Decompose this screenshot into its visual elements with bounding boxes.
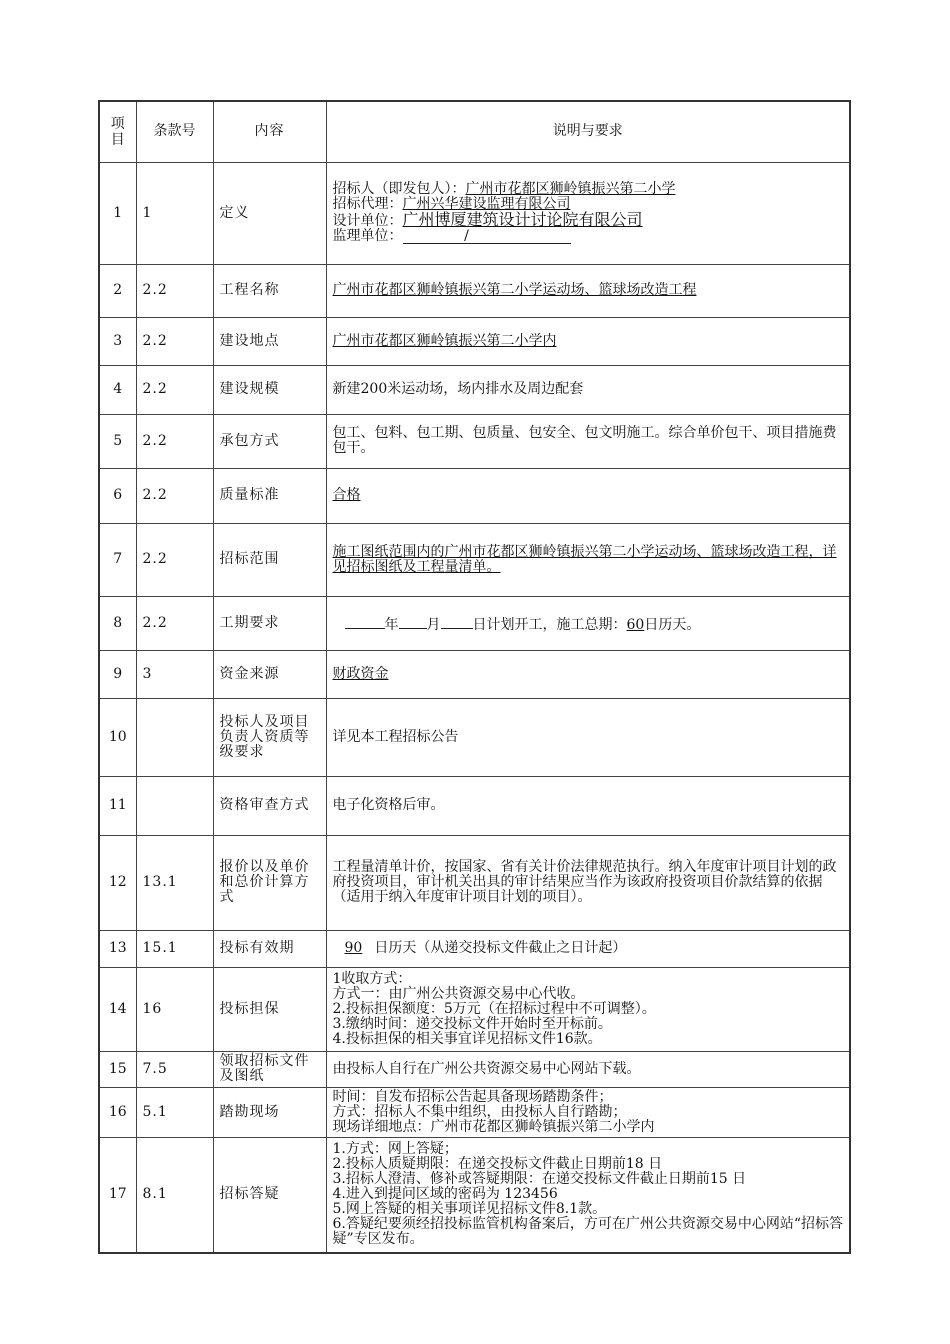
site-visit-line: 方式：招标人不集中组织，由投标人自行踏勘； <box>332 1103 627 1120</box>
row-no: 13 <box>99 930 136 967</box>
table-row <box>99 596 850 650</box>
row-no: 14 <box>99 967 136 1051</box>
row-clause: 2.2 <box>136 414 213 468</box>
supervisor-value <box>403 229 571 244</box>
row-item: 投标担保 <box>213 967 326 1051</box>
row-desc <box>326 650 850 698</box>
qa-line: 5.网上答疑的相关事项详见招标文件8.1款。 <box>332 1201 607 1218</box>
row-clause <box>136 776 213 835</box>
table-row <box>99 698 850 776</box>
table-row <box>99 162 850 264</box>
row-clause: 2.2 <box>136 596 213 650</box>
qa-line: 1.方式：网上答疑； <box>332 1141 458 1158</box>
row-clause: 2.2 <box>136 264 213 317</box>
day-label: 日计划开工，施工总期： <box>472 616 627 633</box>
row-no: 9 <box>99 650 136 698</box>
row-clause: 16 <box>136 967 213 1051</box>
header-desc: 说明与要求 <box>326 101 850 162</box>
table-header-row <box>99 101 850 162</box>
bid-data-table <box>98 100 851 1254</box>
guarantee-line: 方式一：由广州公共资源交易中心代收。 <box>332 985 585 1002</box>
row-clause: 2.2 <box>136 468 213 523</box>
site-visit-line: 时间：自发布招标公告起具备现场踏勘条件； <box>332 1088 613 1105</box>
tenderer-line <box>333 182 844 197</box>
row-no: 7 <box>99 523 136 596</box>
guarantee-line: 2.投标担保额度：5万元（在招标过程中不可调整）。 <box>332 1000 656 1017</box>
row-clause: 5.1 <box>136 1087 213 1137</box>
row-no: 16 <box>99 1087 136 1137</box>
row-desc: 包工、包料、包工期、包质量、包安全、包文明施工。综合单价包干、项目措施费包干。 <box>326 414 850 468</box>
site-visit-line: 现场详细地点：广州市花都区狮岭镇振兴第二小学内 <box>332 1118 655 1135</box>
header-no-label: 项目 <box>110 115 125 148</box>
quality-standard: 合格 <box>332 487 361 503</box>
row-item: 招标答疑 <box>213 1137 326 1253</box>
year-label: 年 <box>384 616 399 633</box>
duration-days: 60 <box>626 616 645 633</box>
fund-source: 财政资金 <box>332 665 389 682</box>
row-desc: 工程量清单计价，按国家、省有关计价法律规范执行。纳入年度审计项目计划的政府投资项目，审计机关出具的审计结果应当作为该政府投资项目价款结算的依据（适用于纳入年度审计项目计划的项目）。 <box>326 835 850 930</box>
row-desc: 由投标人自行在广州公共资源交易中心网站下载。 <box>326 1051 850 1087</box>
validity-tail: 日历天（从递交投标文件截止之日计起） <box>374 940 627 956</box>
row-clause: 3 <box>136 650 213 698</box>
row-desc: 新建200米运动场，场内排水及周边配套 <box>326 365 850 414</box>
month-blank <box>399 614 427 629</box>
table-row <box>99 967 850 1051</box>
row-item: 承包方式 <box>213 414 326 468</box>
row-desc <box>326 162 850 264</box>
bid-scope: 施工图纸范围内的广州市花都区狮岭镇振兴第二小学运动场、篮球场改造工程，详见招标图纸及工程量清单。 <box>332 543 837 575</box>
row-no: 8 <box>99 596 136 650</box>
day-blank <box>441 614 473 629</box>
table-row <box>99 1051 850 1087</box>
row-no: 4 <box>99 365 136 414</box>
row-no: 1 <box>99 162 136 264</box>
row-item: 投标人及项目负责人资质等级要求 <box>213 698 326 776</box>
table-row <box>99 317 850 365</box>
row-item: 定义 <box>213 162 326 264</box>
supervisor-line <box>333 229 844 244</box>
designer-line <box>333 212 844 229</box>
table-row <box>99 264 850 317</box>
table-row <box>99 930 850 967</box>
row-clause: 8.1 <box>136 1137 213 1253</box>
agent-value: 广州兴华建设监理有限公司 <box>402 196 571 212</box>
validity-days: 90 <box>344 940 363 956</box>
row-no: 17 <box>99 1137 136 1253</box>
row-no: 6 <box>99 468 136 523</box>
project-location: 广州市花都区狮岭镇振兴第二小学内 <box>332 332 557 349</box>
row-item: 资金来源 <box>213 650 326 698</box>
qa-line: 6.答疑纪要须经招投标监管机构备案后，方可在广州公共资源交易中心网站“招标答疑”专区发布。 <box>332 1216 844 1248</box>
row-clause <box>136 698 213 776</box>
row-clause: 13.1 <box>136 835 213 930</box>
row-desc <box>326 317 850 365</box>
qa-line: 2.投标人质疑期限：在递交投标文件截止日期前18 日 <box>332 1156 663 1173</box>
row-item: 工期要求 <box>213 596 326 650</box>
table-row <box>99 523 850 596</box>
supervisor-label: 监理单位： <box>332 228 403 244</box>
row-no: 3 <box>99 317 136 365</box>
tenderer-label: 招标人（即发包人）： <box>332 181 466 197</box>
year-blank <box>345 614 385 629</box>
row-item: 建设地点 <box>213 317 326 365</box>
row-no: 10 <box>99 698 136 776</box>
table-row <box>99 414 850 468</box>
agent-label: 招标代理： <box>332 196 403 212</box>
table-row <box>99 468 850 523</box>
project-name: 广州市花都区狮岭镇振兴第二小学运动场、篮球场改造工程 <box>332 282 697 298</box>
month-label: 月 <box>426 616 441 633</box>
row-no: 5 <box>99 414 136 468</box>
table-row <box>99 1137 850 1253</box>
row-desc <box>326 468 850 523</box>
guarantee-line: 1收取方式： <box>332 970 412 987</box>
qa-line: 3.招标人澄清、修补或答疑期限：在递交投标文件截止日期前15 日 <box>332 1171 747 1188</box>
designer-value: 广州博厦建筑设计讨论院有限公司 <box>402 210 643 229</box>
row-item: 建设规模 <box>213 365 326 414</box>
row-desc: 电子化资格后审。 <box>326 776 850 835</box>
header-no <box>99 101 136 162</box>
header-clause: 条款号 <box>136 101 213 162</box>
row-item: 质量标准 <box>213 468 326 523</box>
row-clause: 7.5 <box>136 1051 213 1087</box>
table-row <box>99 835 850 930</box>
row-desc <box>326 264 850 317</box>
row-no: 15 <box>99 1051 136 1087</box>
tenderer-value: 广州市花都区狮岭镇振兴第二小学 <box>465 181 676 197</box>
row-desc: 详见本工程招标公告 <box>326 698 850 776</box>
row-desc <box>326 596 850 650</box>
row-clause: 15.1 <box>136 930 213 967</box>
row-item: 工程名称 <box>213 264 326 317</box>
row-clause: 1 <box>136 162 213 264</box>
row-no: 11 <box>99 776 136 835</box>
row-item: 领取招标文件及图纸 <box>213 1051 326 1087</box>
designer-label: 设计单位： <box>332 213 403 229</box>
row-clause: 2.2 <box>136 523 213 596</box>
row-desc <box>326 1087 850 1137</box>
row-item: 资格审查方式 <box>213 776 326 835</box>
row-clause: 2.2 <box>136 365 213 414</box>
row-clause: 2.2 <box>136 317 213 365</box>
row-desc <box>326 930 850 967</box>
row-no: 2 <box>99 264 136 317</box>
header-item: 内容 <box>213 101 326 162</box>
row-desc <box>326 523 850 596</box>
duration-tail: 日历天。 <box>644 616 701 633</box>
guarantee-line: 4.投标担保的相关事宜详见招标文件16款。 <box>332 1030 602 1047</box>
row-desc <box>326 1137 850 1253</box>
row-no: 12 <box>99 835 136 930</box>
row-item: 报价以及单价和总价计算方式 <box>213 835 326 930</box>
supervisor-slash: / <box>464 228 469 244</box>
table-row <box>99 776 850 835</box>
row-item: 招标范围 <box>213 523 326 596</box>
table-row <box>99 1087 850 1137</box>
qa-line: 4.进入到提问区域的密码为 123456 <box>332 1186 558 1203</box>
row-desc <box>326 967 850 1051</box>
row-item: 投标有效期 <box>213 930 326 967</box>
guarantee-line: 3.缴纳时间：递交投标文件开始时至开标前。 <box>332 1015 612 1032</box>
row-item: 踏勘现场 <box>213 1087 326 1137</box>
table-row <box>99 650 850 698</box>
table-row <box>99 365 850 414</box>
